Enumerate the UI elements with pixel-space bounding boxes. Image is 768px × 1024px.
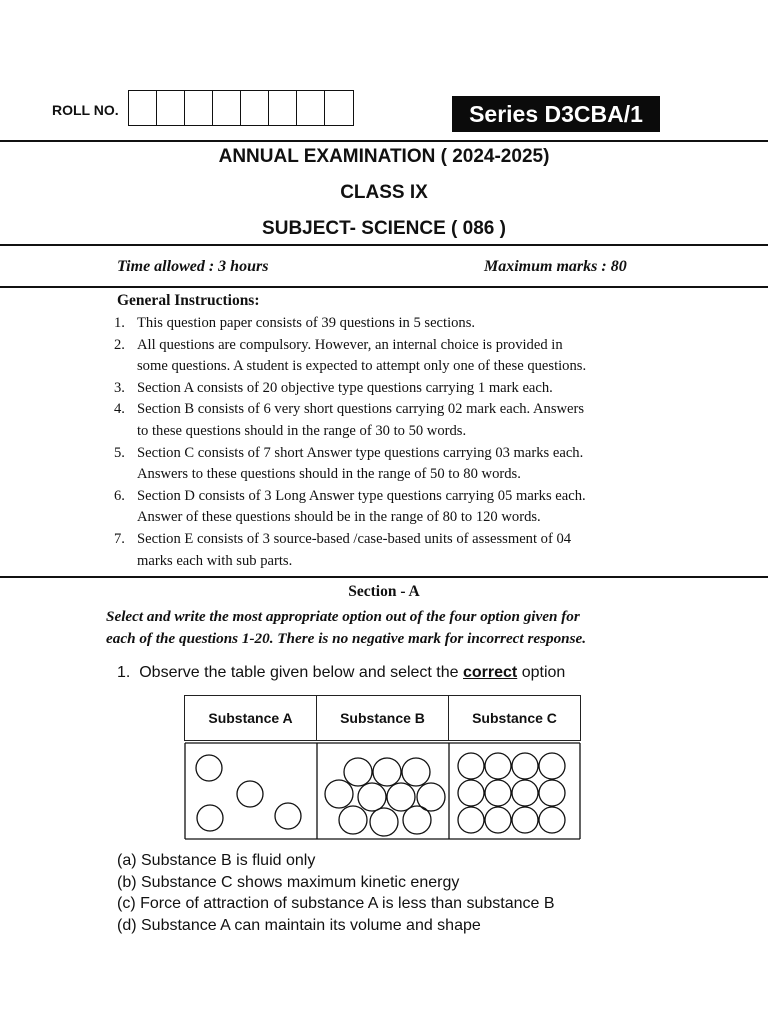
table-header-cell: Substance C (472, 710, 557, 726)
series-badge: Series D3CBA/1 (452, 96, 660, 132)
instructions-list (114, 313, 674, 572)
instruction-text: Section C consists of 7 short Answer type questions carrying 03 marks each. (137, 444, 584, 461)
roll-digit-box[interactable] (241, 91, 269, 125)
roll-digit-box[interactable] (185, 91, 213, 125)
particle (512, 807, 538, 833)
instructions-title: General Instructions: (117, 292, 260, 309)
particle (539, 753, 565, 779)
options-list (117, 850, 555, 936)
substance-c-particles (458, 753, 565, 833)
instruction-text: marks each with sub parts. (137, 552, 293, 569)
section-instruction-line: Select and write the most appropriate option out of the four option given for (106, 608, 580, 625)
roll-digit-box[interactable] (213, 91, 241, 125)
roll-number-boxes[interactable] (128, 90, 354, 126)
maximum-marks: Maximum marks : 80 (484, 258, 627, 275)
roll-digit-box[interactable] (269, 91, 297, 125)
question-1 (117, 664, 565, 682)
particle (512, 780, 538, 806)
particle (197, 805, 223, 831)
particle (458, 753, 484, 779)
particle (370, 808, 398, 836)
divider (0, 244, 768, 246)
instruction-item (114, 378, 674, 400)
divider (0, 576, 768, 578)
particle (344, 758, 372, 786)
instruction-text: Section E consists of 3 source-based /case-based units of assessment of 04 (137, 530, 572, 547)
section-title: Section - A (348, 583, 420, 600)
particle (458, 780, 484, 806)
table-header-cell: Substance B (317, 696, 449, 740)
instruction-item (114, 443, 674, 486)
table-header-cell: Substance A (185, 696, 317, 740)
instruction-text: Section A consists of 20 objective type questions carrying 1 mark each. (137, 379, 553, 396)
section-instruction (106, 606, 686, 650)
particle (539, 780, 565, 806)
exam-title: ANNUAL EXAMINATION ( 2024-2025) (218, 146, 550, 167)
instruction-text: Answer of these questions should be in the range of 80 to 120 words. (137, 509, 541, 526)
particle (539, 807, 565, 833)
roll-digit-box[interactable] (157, 91, 185, 125)
instruction-text: This question paper consists of 39 questions in 5 sections. (137, 315, 476, 331)
instruction-number: 6. (114, 487, 125, 504)
question-number: 1. (117, 664, 131, 681)
instruction-text: Section D consists of 3 Long Answer type questions carrying 05 marks each. (137, 487, 586, 504)
particle (403, 806, 431, 834)
roll-digit-box[interactable] (297, 91, 325, 125)
particle (358, 783, 386, 811)
instruction-item (114, 399, 674, 442)
class-heading: CLASS IX (340, 182, 428, 203)
particle (485, 780, 511, 806)
roll-digit-box[interactable] (129, 91, 157, 125)
question-text: Observe the table given below and select the (139, 664, 459, 681)
particle (275, 803, 301, 829)
question-text-end: option (521, 664, 566, 681)
instruction-item (114, 486, 674, 529)
particle (373, 758, 401, 786)
instruction-number: 1. (114, 315, 125, 331)
particle (512, 753, 538, 779)
divider (0, 140, 768, 142)
option-b[interactable]: (b) Substance C shows maximum kinetic energy (117, 873, 460, 891)
substance-table-header (184, 695, 581, 741)
instruction-number: 3. (114, 379, 125, 396)
particle (237, 781, 263, 807)
instruction-text: Answers to these questions should in the range of 50 to 80 words. (137, 466, 521, 483)
instruction-text: All questions are compulsory. However, an internal choice is provided in (137, 336, 563, 353)
particle-diagram (184, 742, 581, 840)
option-d[interactable]: (d) Substance A can maintain its volume and shape (117, 916, 481, 934)
instruction-number: 2. (114, 336, 125, 353)
particle (485, 807, 511, 833)
question-emphasis: correct (463, 664, 518, 681)
divider (0, 286, 768, 288)
particle (196, 755, 222, 781)
instruction-number: 5. (114, 444, 125, 461)
particle (458, 807, 484, 833)
instruction-item (114, 313, 674, 335)
instruction-text: to these questions should in the range of 30 to 50 words. (137, 422, 467, 439)
option-a[interactable]: (a) Substance B is fluid only (117, 852, 316, 869)
substance-a-particles (196, 755, 301, 831)
instruction-item (114, 335, 674, 378)
subject-heading: SUBJECT- SCIENCE ( 086 ) (262, 218, 506, 239)
particle (325, 780, 353, 808)
option-c[interactable]: (c) Force of attraction of substance A is less than substance B (117, 895, 555, 912)
particle (402, 758, 430, 786)
particle (485, 753, 511, 779)
roll-digit-box[interactable] (325, 91, 353, 125)
roll-number-label: ROLL NO. (52, 102, 119, 118)
instruction-text: Section B consists of 6 very short questions carrying 02 mark each. Answers (137, 401, 585, 418)
particle (339, 806, 367, 834)
section-instruction-line: each of the questions 1-20. There is no negative mark for incorrect response. (106, 630, 587, 647)
substance-b-particles (325, 758, 445, 836)
instruction-number: 7. (114, 530, 125, 547)
instruction-item (114, 529, 674, 572)
time-allowed: Time allowed : 3 hours (117, 258, 269, 275)
instruction-text: some questions. A student is expected to attempt only one of these questions. (137, 358, 587, 375)
instruction-number: 4. (114, 401, 125, 418)
